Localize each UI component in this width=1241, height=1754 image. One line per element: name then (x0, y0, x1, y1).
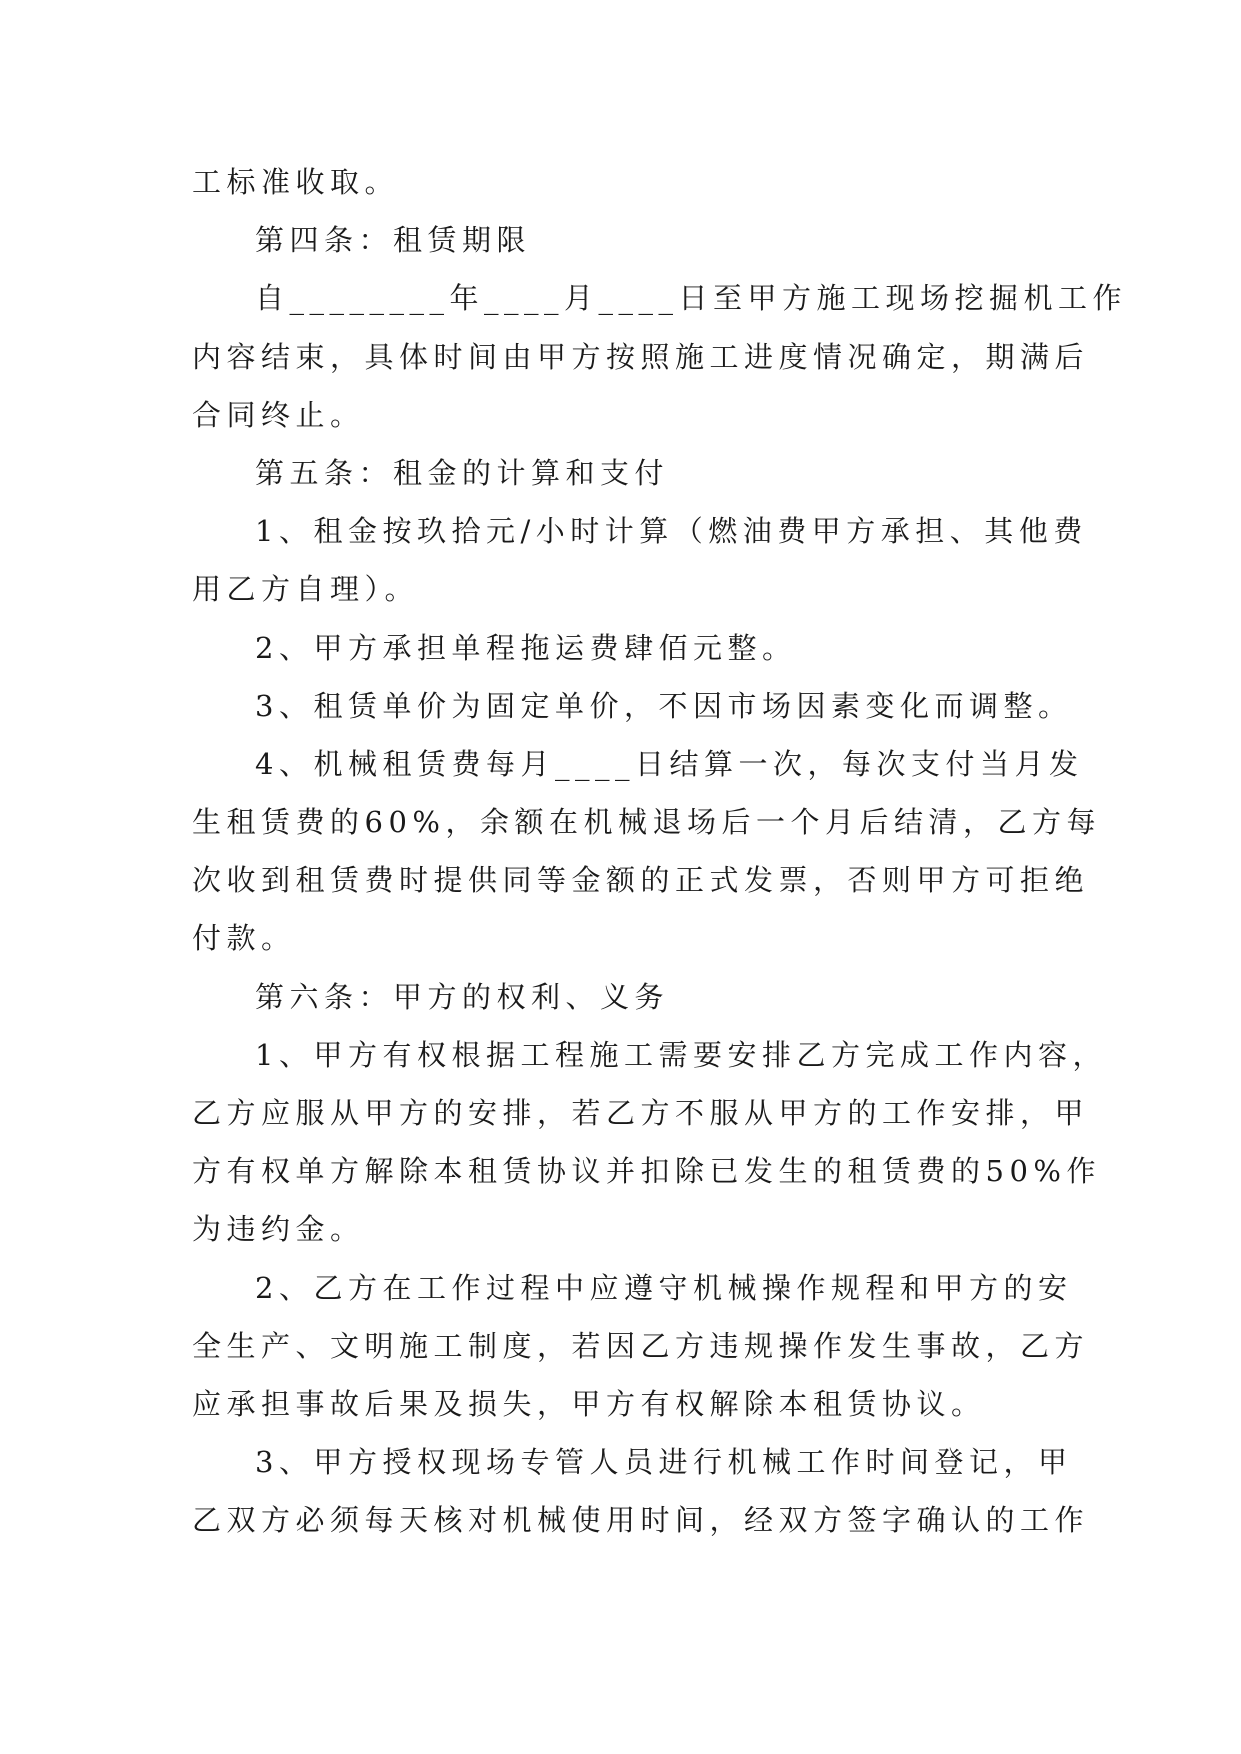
article-heading: 第六条：甲方的权利、义务 (255, 979, 670, 1014)
paragraph-line: 全生产、文明施工制度，若因乙方违规操作发生事故，乙方 (192, 1328, 1090, 1363)
paragraph-line: 合同终止。 (192, 397, 365, 432)
paragraph-line: 乙双方必须每天核对机械使用时间，经双方签字确认的工作 (192, 1503, 1090, 1538)
paragraph-line: 用乙方自理）。 (192, 572, 420, 607)
article-heading: 第四条：租赁期限 (255, 223, 532, 258)
paragraph-line: 生租赁费的60%，余额在机械退场后一个月后结清，乙方每 (192, 805, 1101, 840)
paragraph-line: 工标准收取。 (192, 165, 400, 199)
paragraph-line: 内容结束，具体时间由甲方按照施工进度情况确定，期满后 (192, 339, 1090, 374)
paragraph-line: 3、甲方授权现场专管人员进行机械工作时间登记，甲 (255, 1445, 1073, 1480)
paragraph-line: 2、甲方承担单程拖运费肆佰元整。 (255, 630, 797, 665)
article-heading: 第五条：租金的计算和支付 (255, 455, 670, 490)
paragraph-line: 1、甲方有权根据工程施工需要安排乙方完成工作内容， (255, 1037, 1107, 1072)
paragraph-line: 3、租赁单价为固定单价，不因市场因素变化而调整。 (255, 688, 1073, 723)
paragraph-line: 付款。 (192, 921, 296, 956)
paragraph-line: 2、乙方在工作过程中应遵守机械操作规程和甲方的安 (255, 1270, 1073, 1305)
paragraph-line: 1、租金按玖拾元/小时计算（燃油费甲方承担、其他费 (255, 514, 1088, 549)
paragraph-line: 4、机械租赁费每月____日结算一次，每次支付当月发 (255, 746, 1084, 781)
paragraph-line: 应承担事故后果及损失，甲方有权解除本租赁协议。 (192, 1386, 986, 1421)
paragraph-line: 乙方应服从甲方的安排，若乙方不服从甲方的工作安排，甲 (192, 1096, 1090, 1130)
paragraph-line: 方有权单方解除本租赁协议并扣除已发生的租赁费的50%作 (192, 1154, 1101, 1189)
document-body (192, 153, 1128, 1550)
paragraph-line: 次收到租赁费时提供同等金额的正式发票，否则甲方可拒绝 (192, 863, 1090, 898)
paragraph-line: 自________年____月____日至甲方施工现场挖掘机工作 (255, 281, 1128, 316)
paragraph-line: 为违约金。 (192, 1212, 365, 1247)
